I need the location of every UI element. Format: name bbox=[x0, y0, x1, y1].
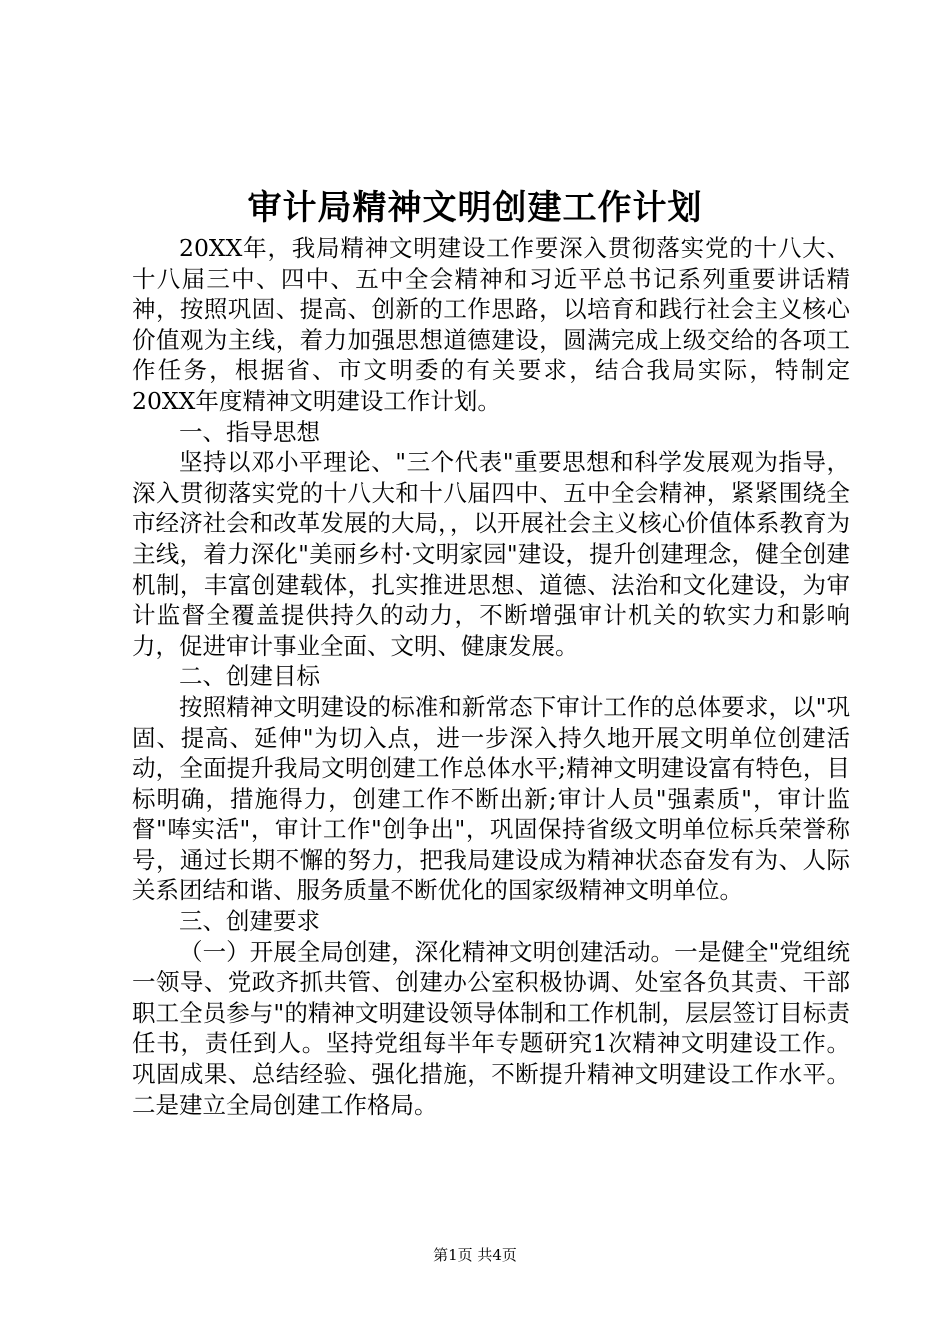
paragraph-requirements-1: （一）开展全局创建，深化精神文明创建活动。一是健全"党组统一领导、党政齐抓共管、创建办公室积极协调、处室各负其责、干部职工全员参与"的精神文明建设领导体制和工作机制，层层签订目标责任书，责任到人。坚持党组每半年专题研究1次精神文明建设工作。巩固成果、总结经验、强化措施，不断提升精神文明建设工作水平。二是建立全局创建工作格局。 bbox=[132, 937, 850, 1119]
paragraph-guiding-thought: 坚持以邓小平理论、"三个代表"重要思想和科学发展观为指导，深入贯彻落实党的十八大和十八届四中、五中全会精神，紧紧围绕全市经济社会和改革发展的大局，，以开展社会主义核心价值体系教育为主线，着力深化"美丽乡村·文明家园"建设，提升创建理念，健全创建机制，丰富创建载体，扎实推进思想、道德、法治和文化建设，为审计监督全覆盖提供持久的动力，不断增强审计机关的软实力和影响力，促进审计事业全面、文明、健康发展。 bbox=[132, 448, 850, 660]
section-heading-goals: 二、创建目标 bbox=[179, 662, 320, 691]
paragraph-goals: 按照精神文明建设的标准和新常态下审计工作的总体要求，以"巩固、提高、延伸"为切入点，进一步深入持久地开展文明单位创建活动，全面提升我局文明创建工作总体水平;精神文明建设富有特色，目标明确，措施得力，创建工作不断出新;审计人员"强素质"，审计监督"唪实活"，审计工作"创争出"，巩固保持省级文明单位标兵荣誉称号，通过长期不懈的努力，把我局建设成为精神状态奋发有为、人际关系团结和谐、服务质量不断优化的国家级精神文明单位。 bbox=[132, 692, 850, 905]
section-heading-guiding-thought: 一、指导思想 bbox=[179, 417, 320, 446]
document-body bbox=[132, 233, 850, 1120]
paragraph-intro: 20XX年，我局精神文明建设工作要深入贯彻落实党的十八大、十八届三中、四中、五中全会精神和习近平总书记系列重要讲话精神，按照巩固、提高、创新的工作思路，以培育和践行社会主义核心价值观为主线，着力加强思想道德建设，圆满完成上级交给的各项工作任务，根据省、市文明委的有关要求，结合我局实际，特制定20XX年度精神文明建设工作计划。 bbox=[132, 234, 850, 415]
document-title: 审计局精神文明创建工作计划 bbox=[247, 188, 703, 228]
page-number-footer: 第1页 共4页 bbox=[433, 1246, 517, 1264]
section-heading-requirements: 三、创建要求 bbox=[179, 907, 320, 936]
